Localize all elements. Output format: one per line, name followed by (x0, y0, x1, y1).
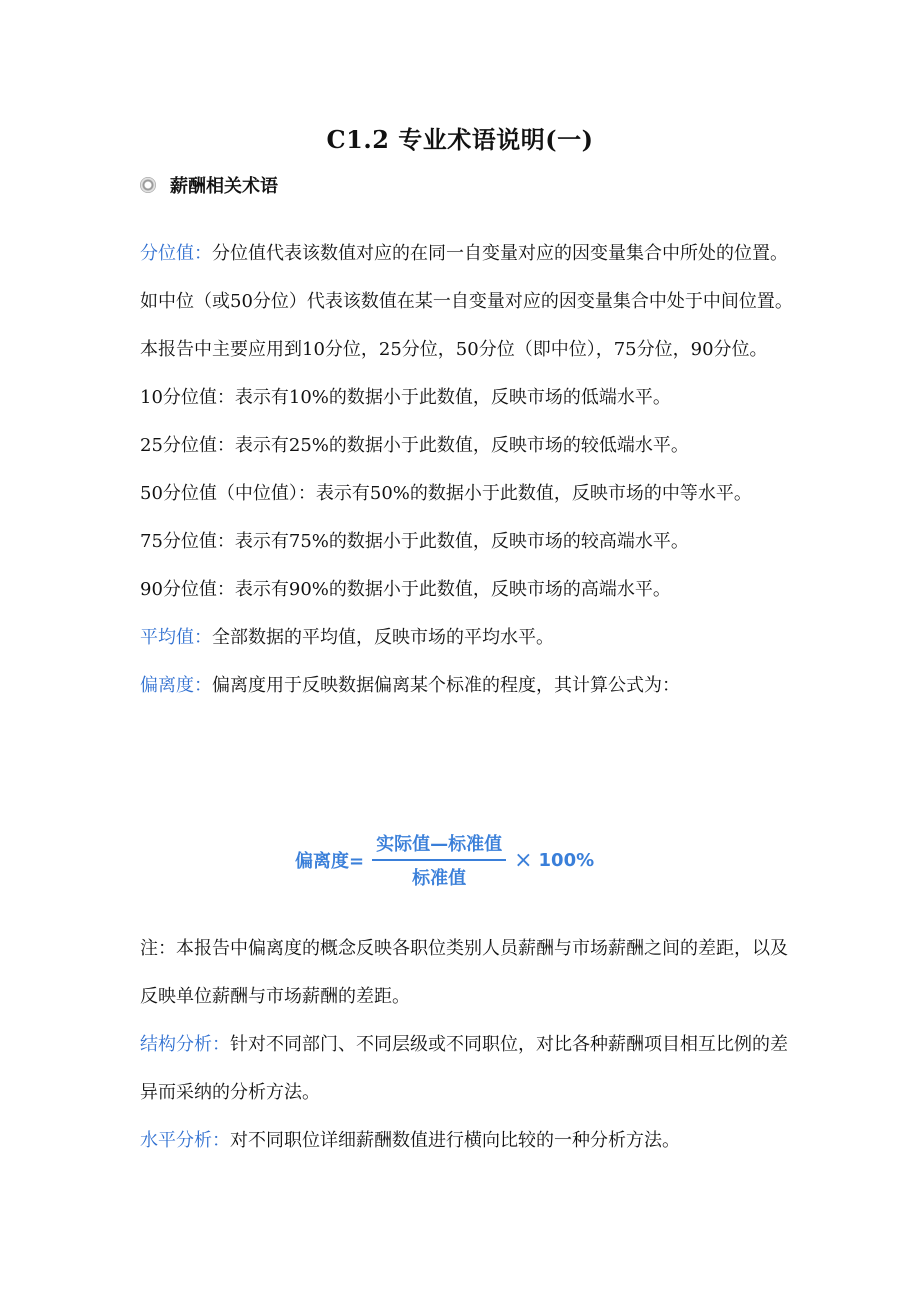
paragraph-text: 全部数据的平均值，反映市场的平均水平。 (212, 627, 554, 648)
definitions-body-continued (140, 925, 800, 1165)
paragraph-text: 25分位值：表示有25%的数据小于此数值，反映市场的较低端水平。 (140, 435, 689, 456)
paragraph-text: 10分位值：表示有10%的数据小于此数值，反映市场的低端水平。 (140, 387, 671, 408)
paragraph-text: 对不同职位详细薪酬数值进行横向比较的一种分析方法。 (230, 1130, 680, 1151)
paragraph-text: 针对不同部门、不同层级或不同职位，对比各种薪酬项目相互比例的差异而采纳的分析方法。 (140, 1034, 788, 1103)
paragraph-text: 90分位值：表示有90%的数据小于此数值，反映市场的高端水平。 (140, 579, 671, 600)
deviation-formula (295, 830, 594, 890)
formula-denominator: 标准值 (412, 868, 467, 889)
formula-numerator: 实际值—标准值 (372, 830, 506, 861)
circle-bullet-icon (140, 177, 156, 193)
paragraph-percentile (140, 230, 800, 374)
page-title: C1.2 专业术语说明(一) (326, 125, 594, 154)
paragraph-text: 50分位值（中位值）：表示有50%的数据小于此数值，反映市场的中等水平。 (140, 483, 752, 504)
paragraph-note (140, 925, 800, 1021)
paragraph-level-analysis (140, 1117, 800, 1165)
definitions-body (140, 230, 800, 710)
term-label: 结构分析： (140, 1034, 230, 1055)
section-title: 薪酬相关术语 (170, 176, 278, 197)
paragraph-deviation (140, 662, 800, 710)
paragraph-text: 注：本报告中偏离度的概念反映各职位类别人员薪酬与市场薪酬之间的差距，以及反映单位薪酬与市场薪酬的差距。 (140, 938, 788, 1007)
term-label: 平均值： (140, 627, 212, 648)
paragraph-text: 分位值代表该数值对应的在同一自变量对应的因变量集合中所处的位置。如中位（或50分位）代表该数值在某一自变量对应的因变量集合中处于中间位置。本报告中主要应用到10分位，25分位，50分位（即中位），75分位，90分位。 (140, 243, 793, 360)
formula-lhs: 偏离度= (295, 851, 365, 872)
formula-factor: 100% (538, 849, 595, 871)
paragraph-structure-analysis (140, 1021, 800, 1117)
paragraph-p25 (140, 422, 800, 470)
paragraph-p10 (140, 374, 800, 422)
formula-times: × (514, 847, 533, 873)
paragraph-p75 (140, 518, 800, 566)
paragraph-p90 (140, 566, 800, 614)
term-label: 偏离度： (140, 675, 212, 696)
section-heading (140, 172, 278, 198)
term-label: 水平分析： (140, 1130, 230, 1151)
paragraph-text: 75分位值：表示有75%的数据小于此数值，反映市场的较高端水平。 (140, 531, 689, 552)
formula-fraction (372, 830, 506, 890)
paragraph-average (140, 614, 800, 662)
paragraph-p50 (140, 470, 800, 518)
paragraph-text: 偏离度用于反映数据偏离某个标准的程度，其计算公式为： (212, 675, 680, 696)
term-label: 分位值： (140, 243, 212, 264)
